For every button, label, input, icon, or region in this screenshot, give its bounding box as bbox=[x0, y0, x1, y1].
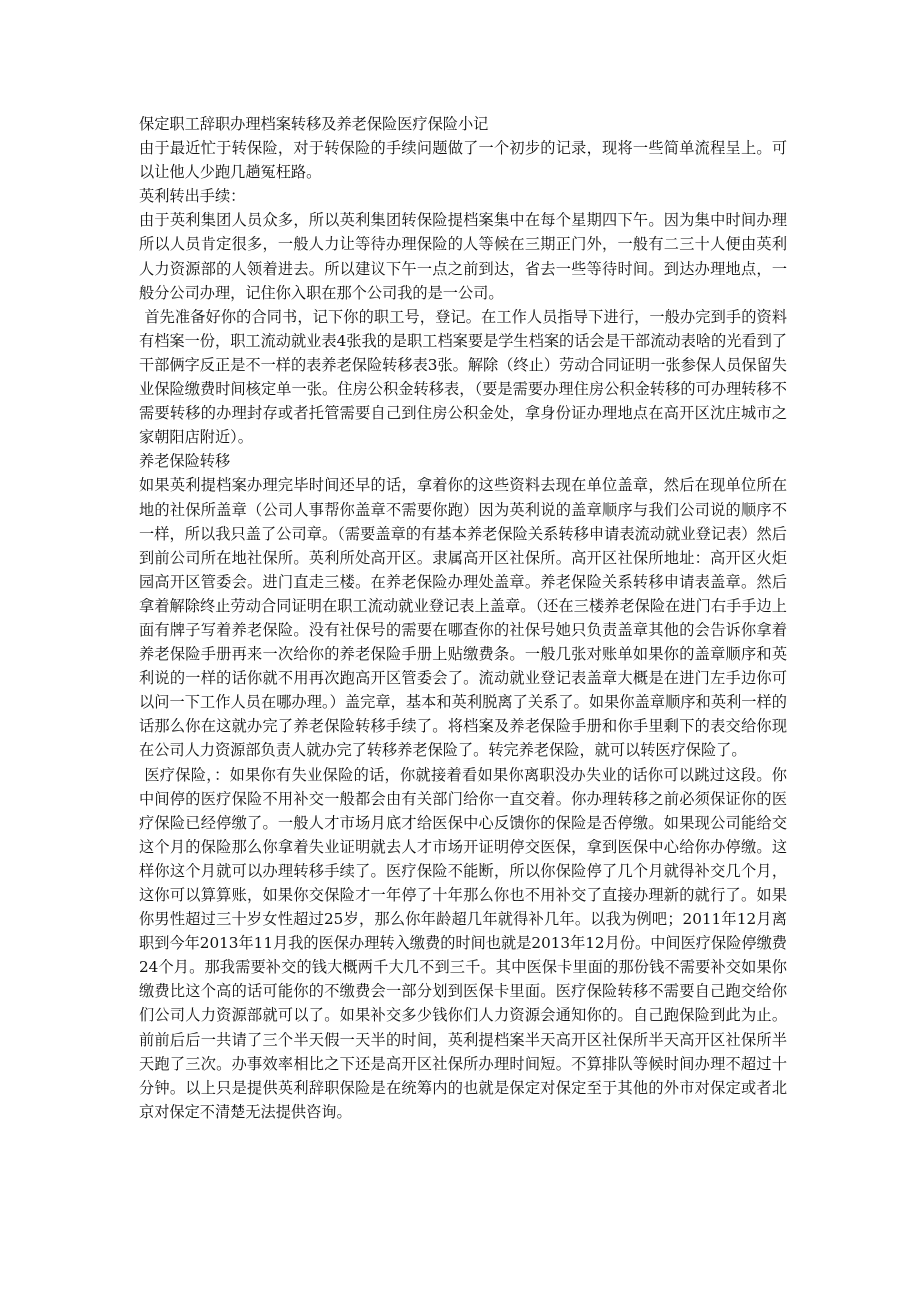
section-heading-yingli-transfer: 英利转出手续： bbox=[139, 187, 246, 206]
documents-prep-paragraph: 首先准备好你的合同书，记下你的职工号，登记。在工作人员指导下进行，一般办完到手的资料有档案一份，职工流动就业表4张我的是职工档案要是学生档案的话会是干部流动表啥的光看到了干部俩字反正是不一样的表养老保险转移表3张。解除（终止）劳动合同证明一张参保人员保留失业保险缴费时间核定单一张。住房公积金转移表，（要是需要办理住房公积金转移的可办理转移不需要转移的办理封存或者托管需要自己到住房公积金处，拿身份证办理地点在高开区沈庄城市之家朝阳店附近）。 bbox=[139, 307, 787, 447]
yingli-transfer-paragraph: 由于英利集团人员众多，所以英利集团转保险提档案集中在每个星期四下午。因为集中时间办理所以人员肯定很多，一般人力让等待办理保险的人等候在三期正门外，一般有二三十人便由英利人力资源部的人领着进去。所以建议下午一点之前到达，省去一些等待时间。到达办理地点，一般分公司办理，记住你入职在那个公司我的是一公司。 bbox=[139, 211, 787, 302]
intro-paragraph: 由于最近忙于转保险，对于转保险的手续问题做了一个初步的记录，现将一些简单流程呈上。可以让他人少跑几趟冤枉路。 bbox=[139, 139, 787, 182]
medical-insurance-paragraph: 医疗保险，：如果你有失业保险的话，你就接着看如果你离职没办失业的话你可以跳过这段。你中间停的医疗保险不用补交一般都会由有关部门给你一直交着。你办理转移之前必须保证你的医疗保险已经停缴了。一般人才市场月底才给医保中心反馈你的保险是否停缴。如果现公司能给交这个月的保险那么你拿着失业证明就去人才市场开证明停交医保，拿到医保中心给你办停缴。这样你这个月就可以办理转移手续了。医疗保险不能断，所以你保险停了几个月就得补交几个月，这你可以算算账，如果你交保险才一年停了十年那么你也不用补交了直接办理新的就行了。如果你男性超过三十岁女性超过25岁，那么你年龄超几年就得补几年。以我为例吧；2011年12月离职到今年2013年11月我的医保办理转入缴费的时间也就是2013年12月份。中间医疗保险停缴费24个月。那我需要补交的钱大概两千大几不到三千。其中医保卡里面的那份钱不需要补交如果你缴费比这个高的话可能你的不缴费会一部分划到医保卡里面。医疗保险转移不需要自己跑交给你们公司人力资源部就可以了。如果补交多少钱你们人力资源会通知你的。自己跑保险到此为止。前前后后一共请了三个半天假一天半的时间，英利提档案半天高开区社保所半天高开区社保所半天跑了三次。办事效率相比之下还是高开区社保所办理时间短。不算排队等候时间办理不超过十分钟。以上只是提供英利辞职保险是在统筹内的也就是保定对保定至于其他的外市对保定或者北京对保定不清楚无法提供咨询。 bbox=[139, 765, 787, 1121]
section-heading-pension-transfer: 养老保险转移 bbox=[139, 452, 231, 471]
pension-transfer-paragraph: 如果英利提档案办理完毕时间还早的话，拿着你的这些资料去现在单位盖章，然后在现单位所在地的社保所盖章（公司人事帮你盖章不需要你跑）因为英利说的盖章顺序与我们公司说的顺序不一样，所以我只盖了公司章。（需要盖章的有基本养老保险关系转移申请表流动就业登记表）然后到前公司所在地社保所。英利所处高开区。隶属高开区社保所。高开区社保所地址：高开区火炬园高开区管委会。进门直走三楼。在养老保险办理处盖章。养老保险关系转移申请表盖章。然后拿着解除终止劳动合同证明在职工流动就业登记表上盖章。（还在三楼养老保险在进门右手手边上面有牌子写着养老保险。没有社保号的需要在哪查你的社保号她只负责盖章其他的会告诉你拿着养老保险手册再来一次给你的养老保险手册上贴缴费条。一般几张对账单如果你的盖章顺序和英利说的一样的话你就不用再次跑高开区管委会了。流动就业登记表盖章大概是在进门左手边你可以问一下工作人员在哪办理。）盖完章，基本和英利脱离了关系了。如果你盖章顺序和英利一样的话那么你在这就办完了养老保险转移手续了。将档案及养老保险手册和你手里剩下的表交给你现在公司人力资源部负责人就办完了转移养老保险了。转完养老保险，就可以转医疗保险了。 bbox=[139, 476, 787, 760]
document-body bbox=[139, 112, 787, 1124]
document-title: 保定职工辞职办理档案转移及养老保险医疗保险小记 bbox=[139, 115, 489, 133]
